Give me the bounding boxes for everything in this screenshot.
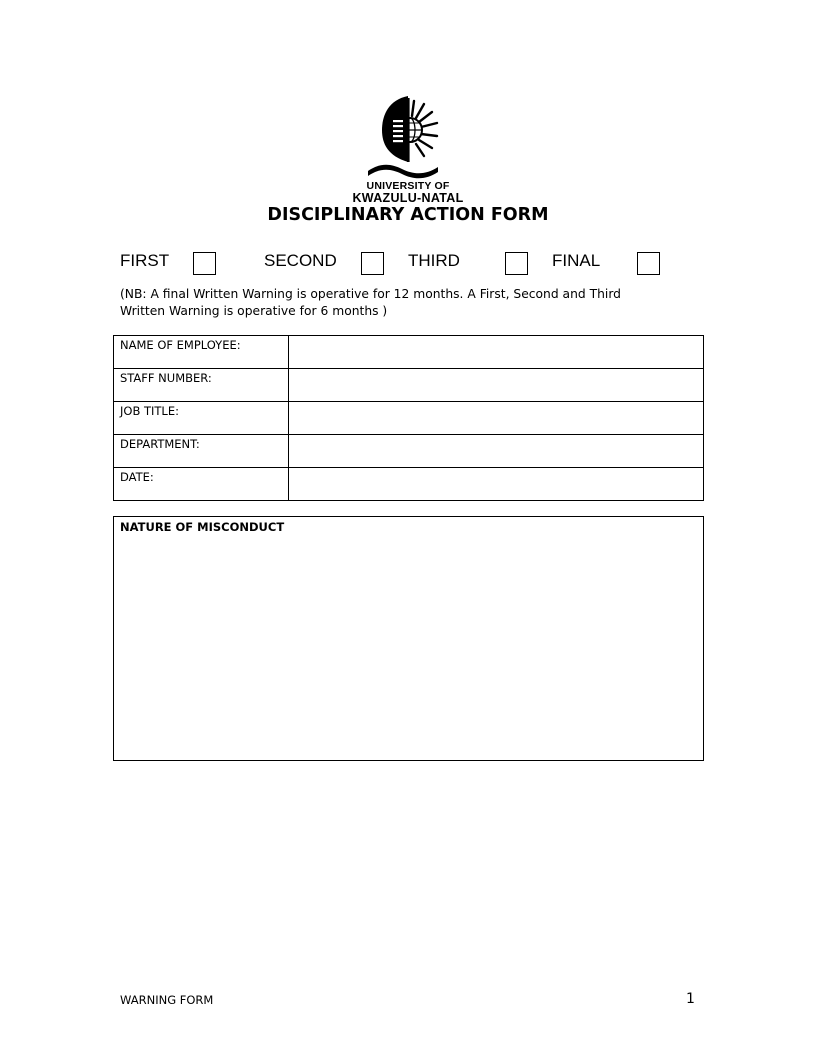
- date-field[interactable]: [289, 468, 704, 501]
- warning-note: [120, 286, 720, 320]
- warning-first-label: FIRST: [120, 251, 170, 270]
- employee-details-table: [113, 335, 704, 501]
- table-row: [114, 468, 704, 501]
- warning-note-line2: Written Warning is operative for 6 months ): [120, 304, 388, 318]
- date-label: DATE:: [114, 468, 289, 501]
- footer-form-name: WARNING FORM: [120, 993, 214, 1007]
- warning-second-checkbox[interactable]: [361, 252, 384, 275]
- table-row: [114, 369, 704, 402]
- page-number: 1: [686, 991, 695, 1007]
- job-title-field[interactable]: [289, 402, 704, 435]
- employee-name-field[interactable]: [289, 336, 704, 369]
- table-row: [114, 402, 704, 435]
- warning-third-label: THIRD: [408, 251, 460, 270]
- table-row: [114, 435, 704, 468]
- table-row: [114, 336, 704, 369]
- misconduct-field[interactable]: [113, 516, 704, 761]
- warning-second-label: SECOND: [264, 251, 337, 270]
- logo-text-line2: KWAZULU-NATAL: [352, 191, 464, 205]
- logo-text-line1: UNIVERSITY OF: [366, 180, 450, 192]
- staff-number-field[interactable]: [289, 369, 704, 402]
- job-title-label: JOB TITLE:: [114, 402, 289, 435]
- employee-name-label: NAME OF EMPLOYEE:: [114, 336, 289, 369]
- staff-number-label: STAFF NUMBER:: [114, 369, 289, 402]
- form-title: DISCIPLINARY ACTION FORM: [267, 205, 549, 225]
- warning-final-checkbox[interactable]: [637, 252, 660, 275]
- ukzn-logo-icon: [360, 94, 456, 180]
- department-field[interactable]: [289, 435, 704, 468]
- warning-first-checkbox[interactable]: [193, 252, 216, 275]
- misconduct-label: NATURE OF MISCONDUCT: [120, 520, 285, 534]
- department-label: DEPARTMENT:: [114, 435, 289, 468]
- warning-note-line1: (NB: A final Written Warning is operative for 12 months. A First, Second and Third: [120, 287, 621, 301]
- warning-third-checkbox[interactable]: [505, 252, 528, 275]
- warning-final-label: FINAL: [552, 251, 601, 270]
